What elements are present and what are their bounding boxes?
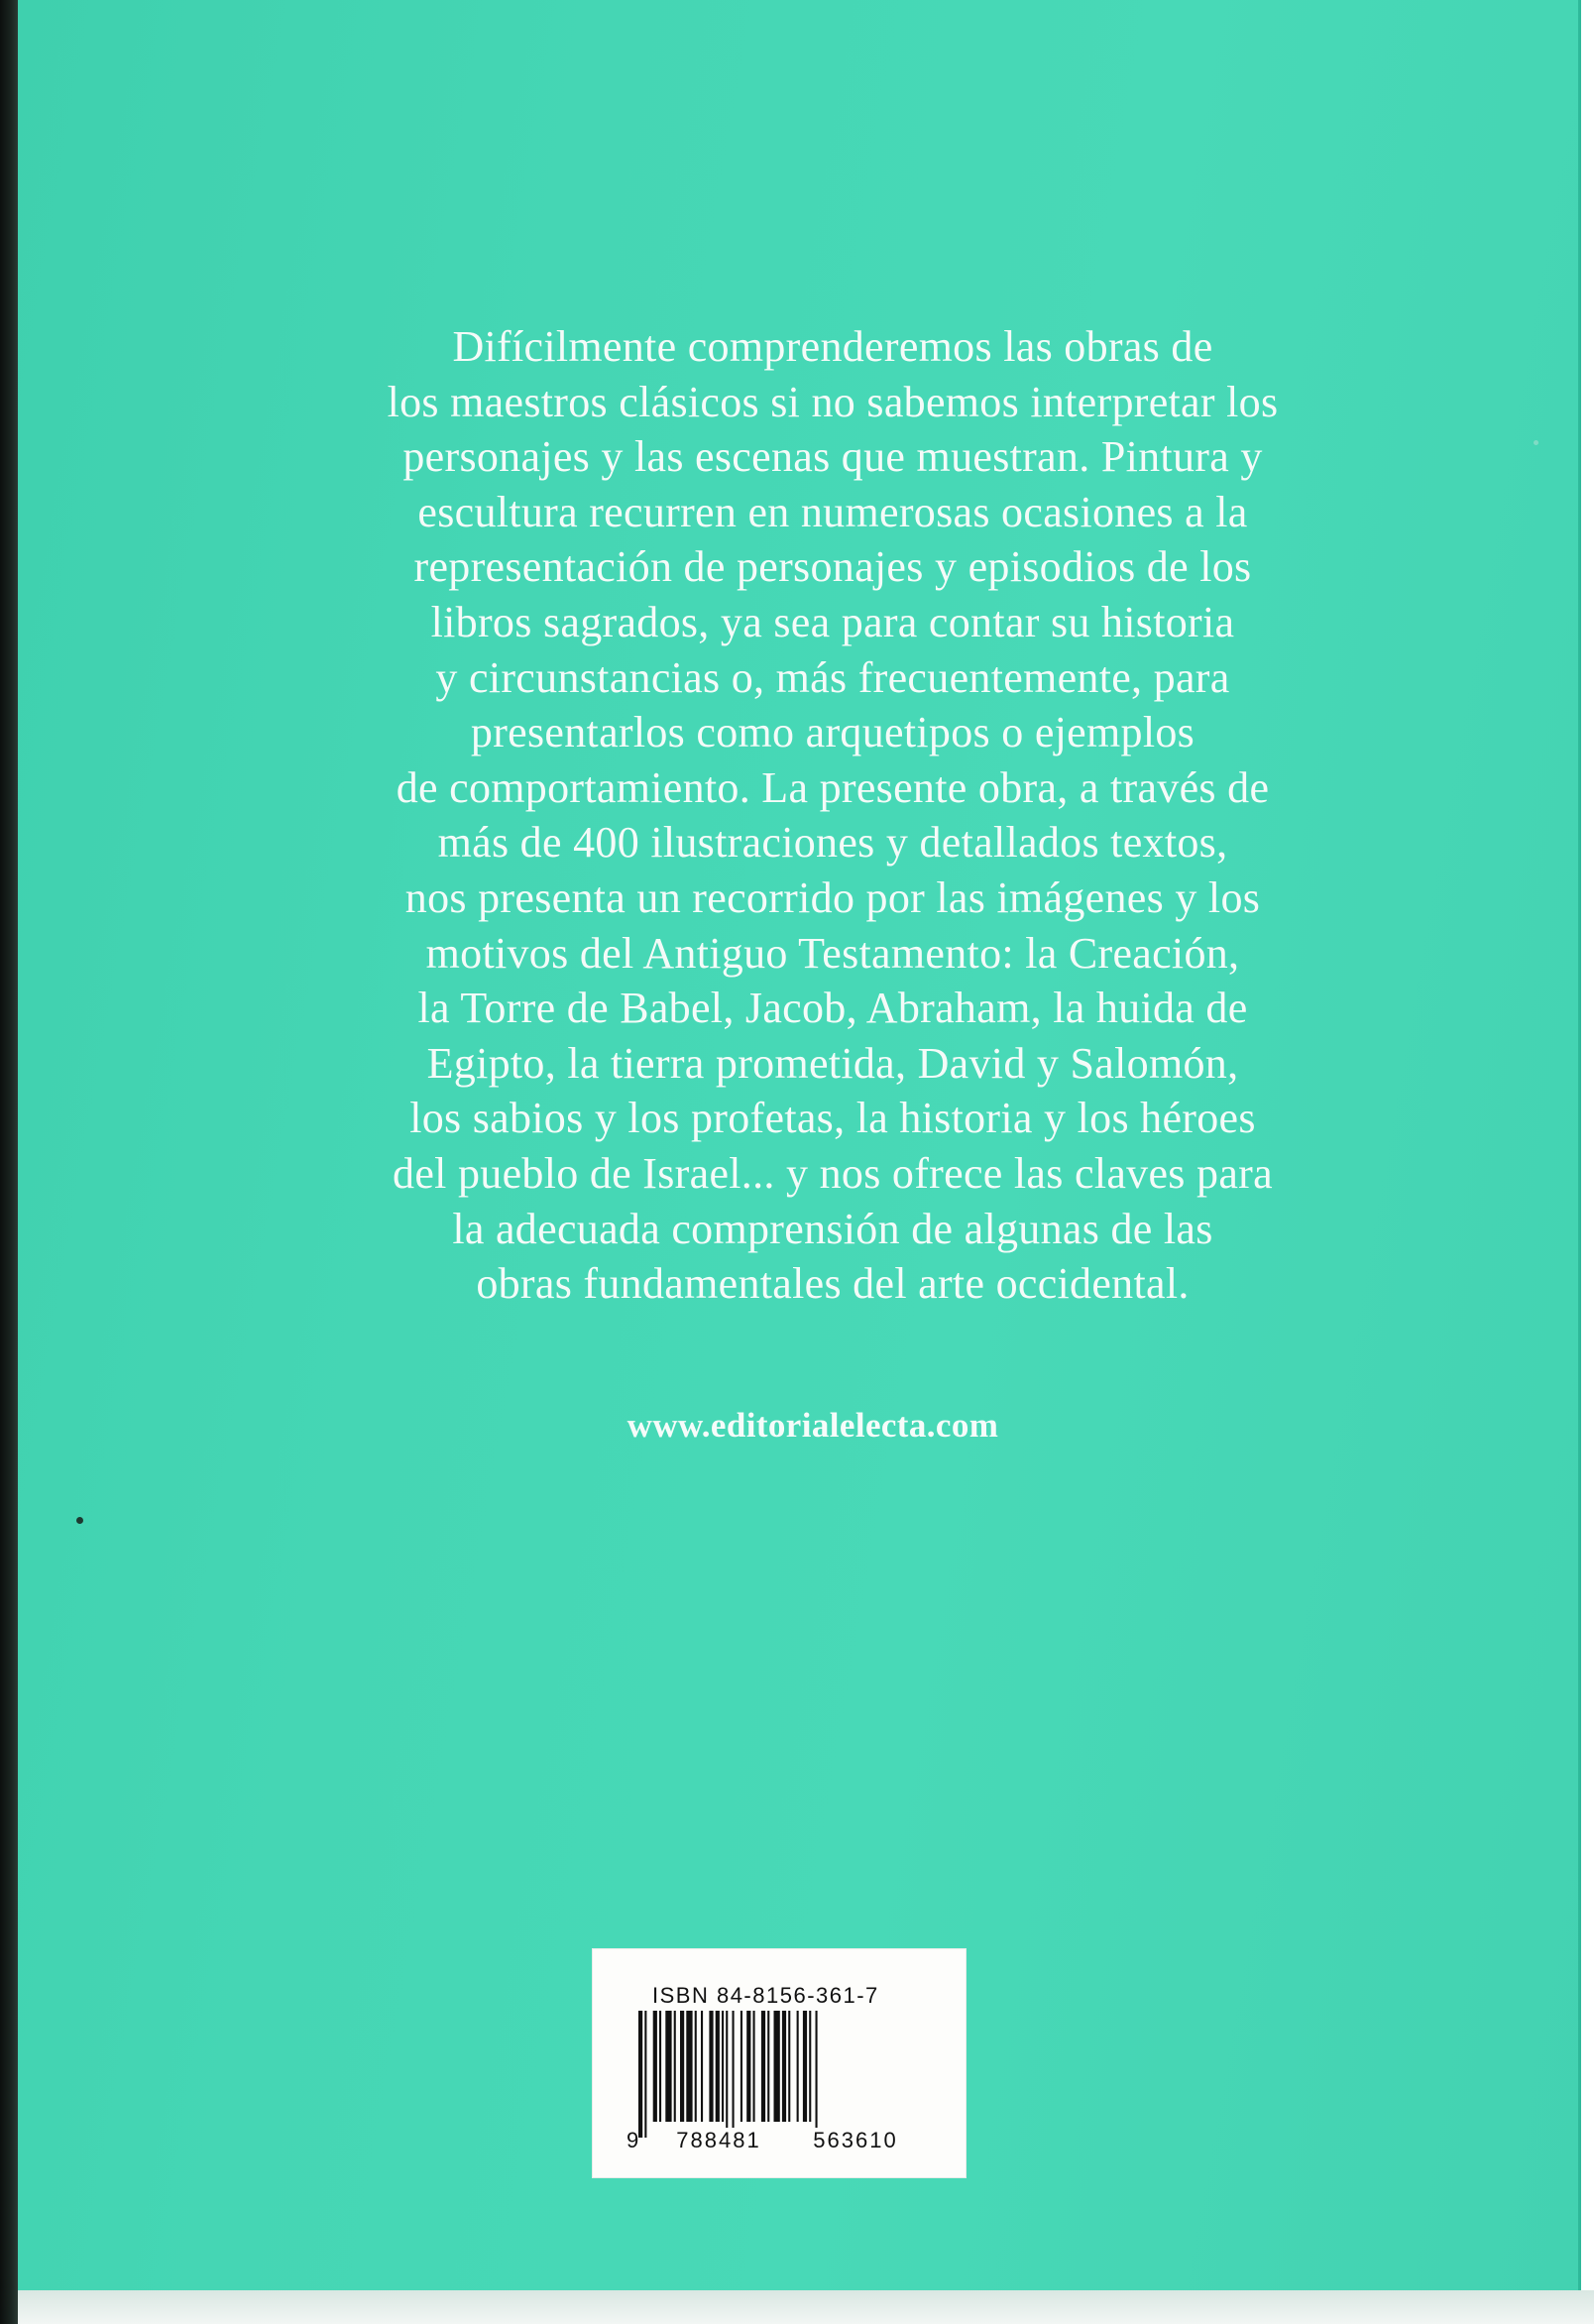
blurb-line: obras fundamentales del arte occidental. [476, 1259, 1190, 1309]
blurb-line: y circunstancias o, más frecuentemente, para [435, 652, 1230, 702]
ean-lead-digit: 9 [626, 2128, 639, 2152]
blurb-line: de comportamiento. La presente obra, a través de [396, 762, 1270, 812]
barcode-bar [753, 2011, 755, 2122]
blurb-text [317, 319, 1348, 1312]
barcode-bar [644, 2011, 646, 2138]
blurb-line: representación de personajes y episodios de los [413, 542, 1252, 592]
blurb-line: presentarlos como arquetipos o ejemplos [470, 708, 1196, 757]
publisher-website: www.editorialelecta.com [626, 1406, 999, 1445]
barcode-bar [767, 2011, 769, 2122]
ean-right-digits: 563610 [791, 2128, 920, 2153]
barcode-bar [774, 2011, 780, 2122]
blurb-line: motivos del Antiguo Testamento: la Creación, [425, 928, 1240, 978]
blurb-line: la adecuada comprensión de algunas de las [452, 1204, 1213, 1253]
barcode-label [592, 1948, 967, 2178]
blurb-line: del pueblo de Israel... y nos ofrece las claves para [393, 1148, 1273, 1198]
barcode-bar [638, 2011, 642, 2138]
barcode-bar [659, 2011, 661, 2122]
barcode-bar [803, 2011, 807, 2122]
barcode-bar [797, 2011, 799, 2122]
blurb-line: la Torre de Babel, Jacob, Abraham, la huida de [417, 984, 1248, 1033]
barcode-bar [726, 2011, 728, 2138]
barcode-bar [740, 2011, 742, 2122]
barcode-bar [722, 2011, 724, 2122]
barcode-bar [674, 2011, 676, 2122]
isbn-number: ISBN 84-8156-361-7 [652, 1983, 879, 2008]
barcode-bar [788, 2011, 790, 2122]
spine-edge [0, 0, 18, 2324]
blurb-line: personajes y las escenas que muestran. Pintura y [402, 432, 1263, 482]
barcode-bar [716, 2011, 720, 2122]
barcode-bar [653, 2011, 657, 2122]
barcode-bar [733, 2011, 735, 2138]
barcode-bar [695, 2011, 697, 2122]
barcode-bar [782, 2011, 786, 2122]
barcode-bar [809, 2011, 811, 2122]
barcode-bar [746, 2011, 750, 2122]
ean-left-digits: 788481 [654, 2128, 783, 2153]
barcode-bar [701, 2011, 703, 2122]
barcode-bar [680, 2011, 684, 2122]
barcode-bar [816, 2011, 818, 2138]
blurb-line: Egipto, la tierra prometida, David y Salomón, [426, 1038, 1239, 1088]
page-edge-shadow [18, 2290, 1594, 2324]
blurb-line: Difícilmente comprenderemos las obras de [452, 322, 1213, 371]
blurb-line: más de 400 ilustraciones y detallados textos, [437, 818, 1228, 868]
surface-speck [76, 1517, 83, 1524]
barcode-bar [709, 2011, 713, 2122]
blurb-line: libros sagrados, ya sea para contar su historia [430, 597, 1235, 646]
barcode-bar [761, 2011, 765, 2122]
blurb-line: escultura recurren en numerosas ocasiones a la [417, 487, 1248, 536]
barcode-bar [665, 2011, 671, 2122]
barcode-bars [632, 2011, 930, 2140]
barcode-bar [686, 2011, 692, 2122]
blurb-line: nos presenta un recorrido por las imágenes y los [404, 872, 1261, 922]
blurb-line: los maestros clásicos si no sabemos interpretar los [387, 377, 1279, 426]
surface-speck [1534, 440, 1538, 445]
blurb-line: los sabios y los profetas, la historia y los héroes [409, 1094, 1256, 1143]
